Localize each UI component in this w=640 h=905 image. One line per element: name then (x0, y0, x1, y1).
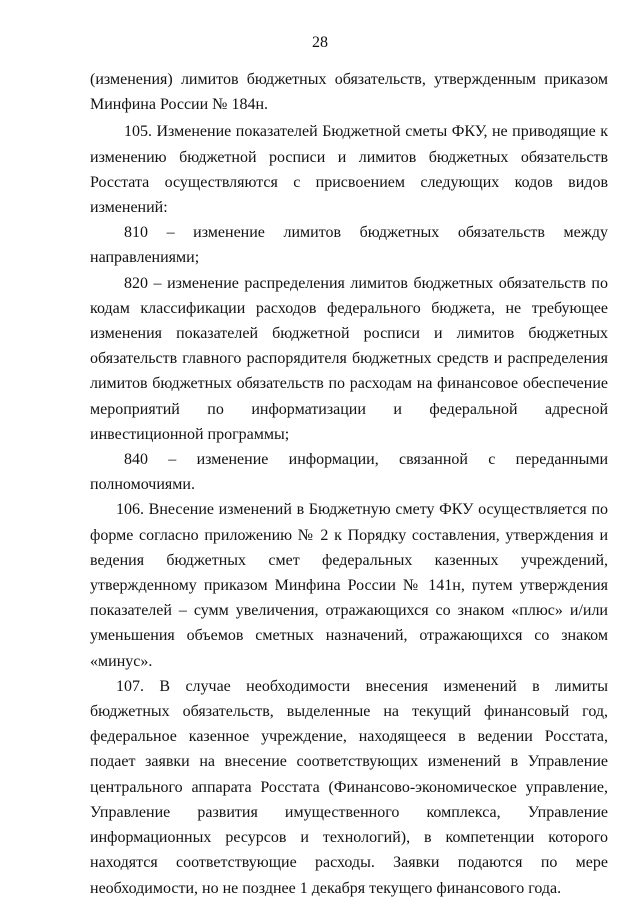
page-number: 28 (312, 34, 328, 51)
paragraph-107: 107. В случае необходимости внесения изменений в лимиты бюджетных обязательств, выделенные на текущий финансовый год, федеральное казенное учреждение, находящееся в ведении Росстата, подает заявки на внесение соответствующих изменений в Управление центрального аппарата Росстата (Финансово-экономическое управление, Управление развития имущественного комплекса, Управление информационных ресурсов и технологий), в компетенции которого находятся соответствующие расходы. Заявки подаются по мере необходимости, но не позднее 1 декабря текущего финансового года. (90, 677, 608, 897)
paragraph-106: 106. Внесение изменений в Бюджетную смету ФКУ осуществляется по форме согласно приложению № 2 к Порядку составления, утверждения и ведения бюджетных смет федеральных казенных учреждений, утвержденному приказом Минфина России № 141н, путем утверждения показателей – сумм увеличения, отражающихся со знаком «плюс» и/или уменьшения объемов сметных назначений, отражающихся со знаком «минус». (90, 501, 608, 670)
paragraph-810-tail: направлениями; (90, 249, 200, 267)
p810-word: изменение (193, 224, 265, 242)
paragraph-810-line (90, 220, 608, 245)
p810-word: – (166, 224, 175, 242)
paragraph-continuation: (изменения) лимитов бюджетных обязательств, утвержденным приказом Минфина России № 184н. (90, 71, 608, 114)
p810-word: 810 (124, 224, 148, 242)
p810-word: обязательств (457, 224, 545, 242)
p810-word: между (563, 224, 608, 242)
paragraph-820: 820 – изменение распределения лимитов бюджетных обязательств по кодам классификации расходов федерального бюджета, не требующее изменения показателей бюджетной росписи и лимитов бюджетных обязательств главного распорядителя бюджетных средств и распределения лимитов бюджетных обязательств по расходам на финансовое обеспечение мероприятий по информатизации и федеральной адресной инвестиционной программы; (90, 274, 608, 443)
paragraph-840: 840 – изменение информации, связанной с переданными полномочиями. (90, 451, 608, 494)
p810-word: бюджетных (359, 224, 440, 242)
p810-word: лимитов (283, 224, 342, 242)
document-body (90, 67, 608, 901)
paragraph-105: 105. Изменение показателей Бюджетной сметы ФКУ, не приводящие к изменению бюджетной росписи и лимитов бюджетных обязательств Росстата осуществляются с присвоением следующих кодов видов изменений: (90, 123, 608, 217)
